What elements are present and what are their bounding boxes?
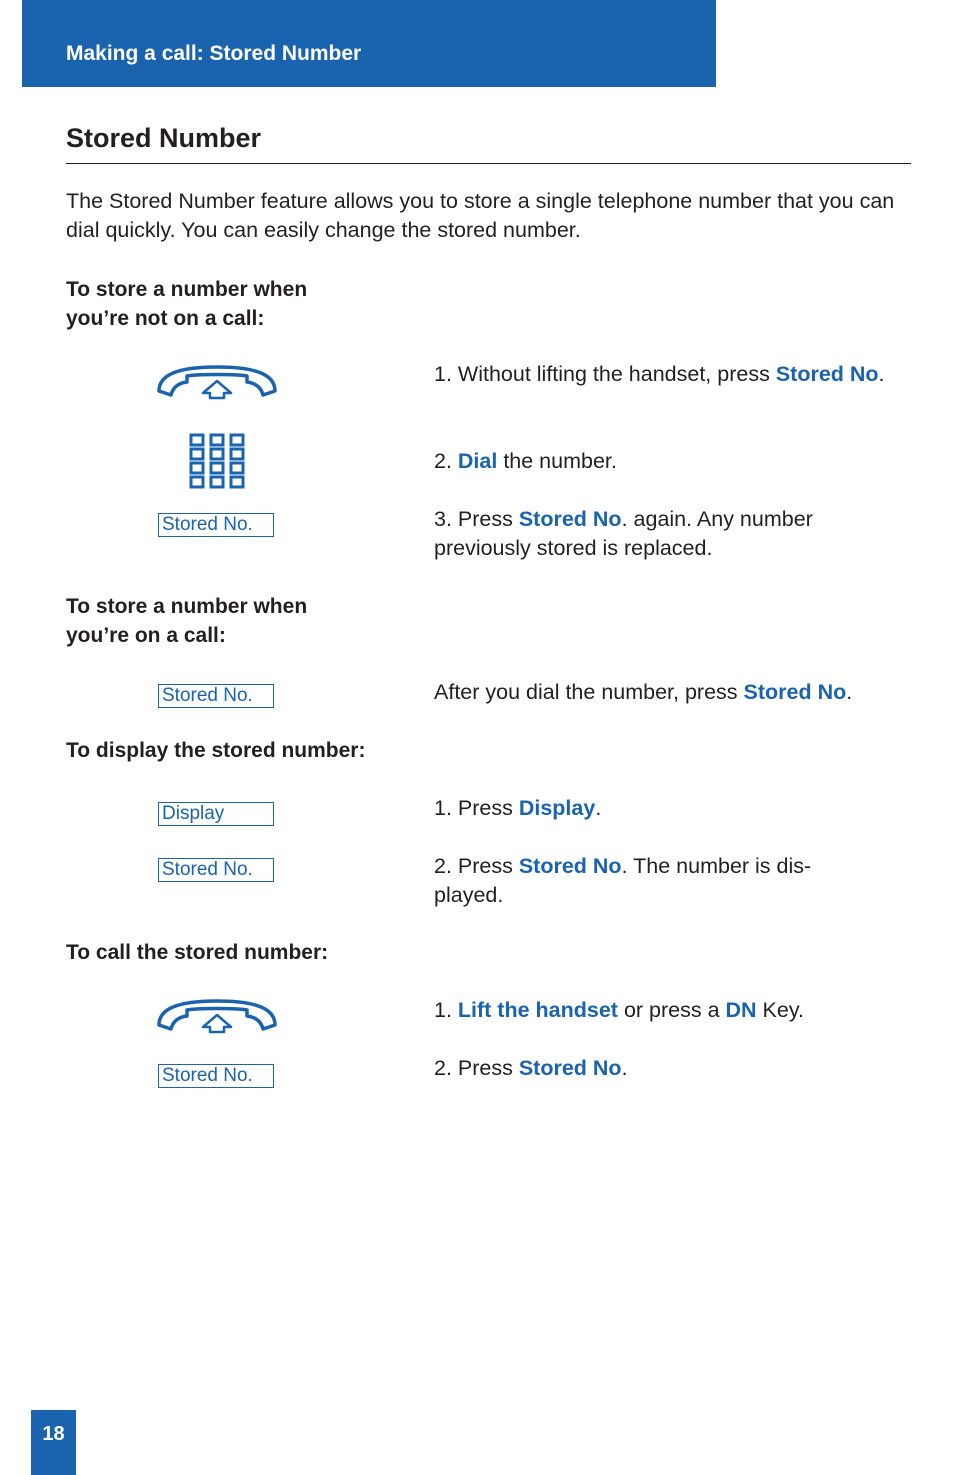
dial-pad-icon <box>188 432 246 490</box>
section-heading-line: To store a number when <box>66 278 308 301</box>
step-text: 1. Press Display. <box>434 796 602 820</box>
section-heading-line: you’re on a call: <box>66 624 226 647</box>
page-title: Stored Number <box>66 123 262 153</box>
stored-no-softkey[interactable]: Stored No. <box>158 684 274 708</box>
key-name: Stored No <box>518 507 622 531</box>
step-text: 1. Lift the handset or press a DN Key. <box>434 998 804 1022</box>
key-name: DN <box>725 998 757 1022</box>
step-text: 2. Press Stored No. <box>434 1056 628 1080</box>
header-banner <box>22 0 716 87</box>
key-name: Stored No <box>743 680 847 704</box>
stored-no-softkey[interactable]: Stored No. <box>158 1064 274 1088</box>
page-number-tab <box>31 1410 76 1475</box>
key-name: Stored No <box>518 1056 622 1080</box>
step-text: 1. Without lifting the handset, press Stored No. <box>434 362 885 386</box>
section-heading-call: To call the stored number: <box>66 941 329 964</box>
key-name: Dial <box>457 449 498 473</box>
key-name: Lift the handset <box>457 998 618 1022</box>
section-heading-line: To store a number when <box>66 595 308 618</box>
key-name: Display <box>518 796 596 820</box>
step-text: 2. Dial the number. <box>434 449 617 473</box>
section-heading-store-idle <box>66 275 426 333</box>
stored-no-softkey[interactable]: Stored No. <box>158 513 274 537</box>
intro-paragraph: The Stored Number feature allows you to store a single telephone number that you can dial quickly. You can easily change the stored number. <box>66 189 895 242</box>
step-text: 2. Press Stored No. The number is dis-played. <box>434 854 812 907</box>
stored-no-softkey[interactable]: Stored No. <box>158 858 274 882</box>
display-softkey[interactable]: Display <box>158 802 274 826</box>
step-text: After you dial the number, press Stored No. <box>434 680 853 704</box>
key-name: Stored No <box>518 854 622 878</box>
title-divider <box>66 163 911 164</box>
handset-up-icon <box>155 997 279 1037</box>
section-title: Making a call: Stored Number <box>66 42 362 65</box>
key-name: Stored No <box>775 362 879 386</box>
section-heading-line: you’re not on a call: <box>66 307 265 330</box>
step-text: 3. Press Stored No. again. Any number previously stored is replaced. <box>434 507 813 560</box>
section-heading-display: To display the stored number: <box>66 739 366 762</box>
section-heading-store-on-call <box>66 592 426 650</box>
page-number: 18 <box>42 1423 65 1445</box>
handset-up-icon <box>155 363 279 403</box>
